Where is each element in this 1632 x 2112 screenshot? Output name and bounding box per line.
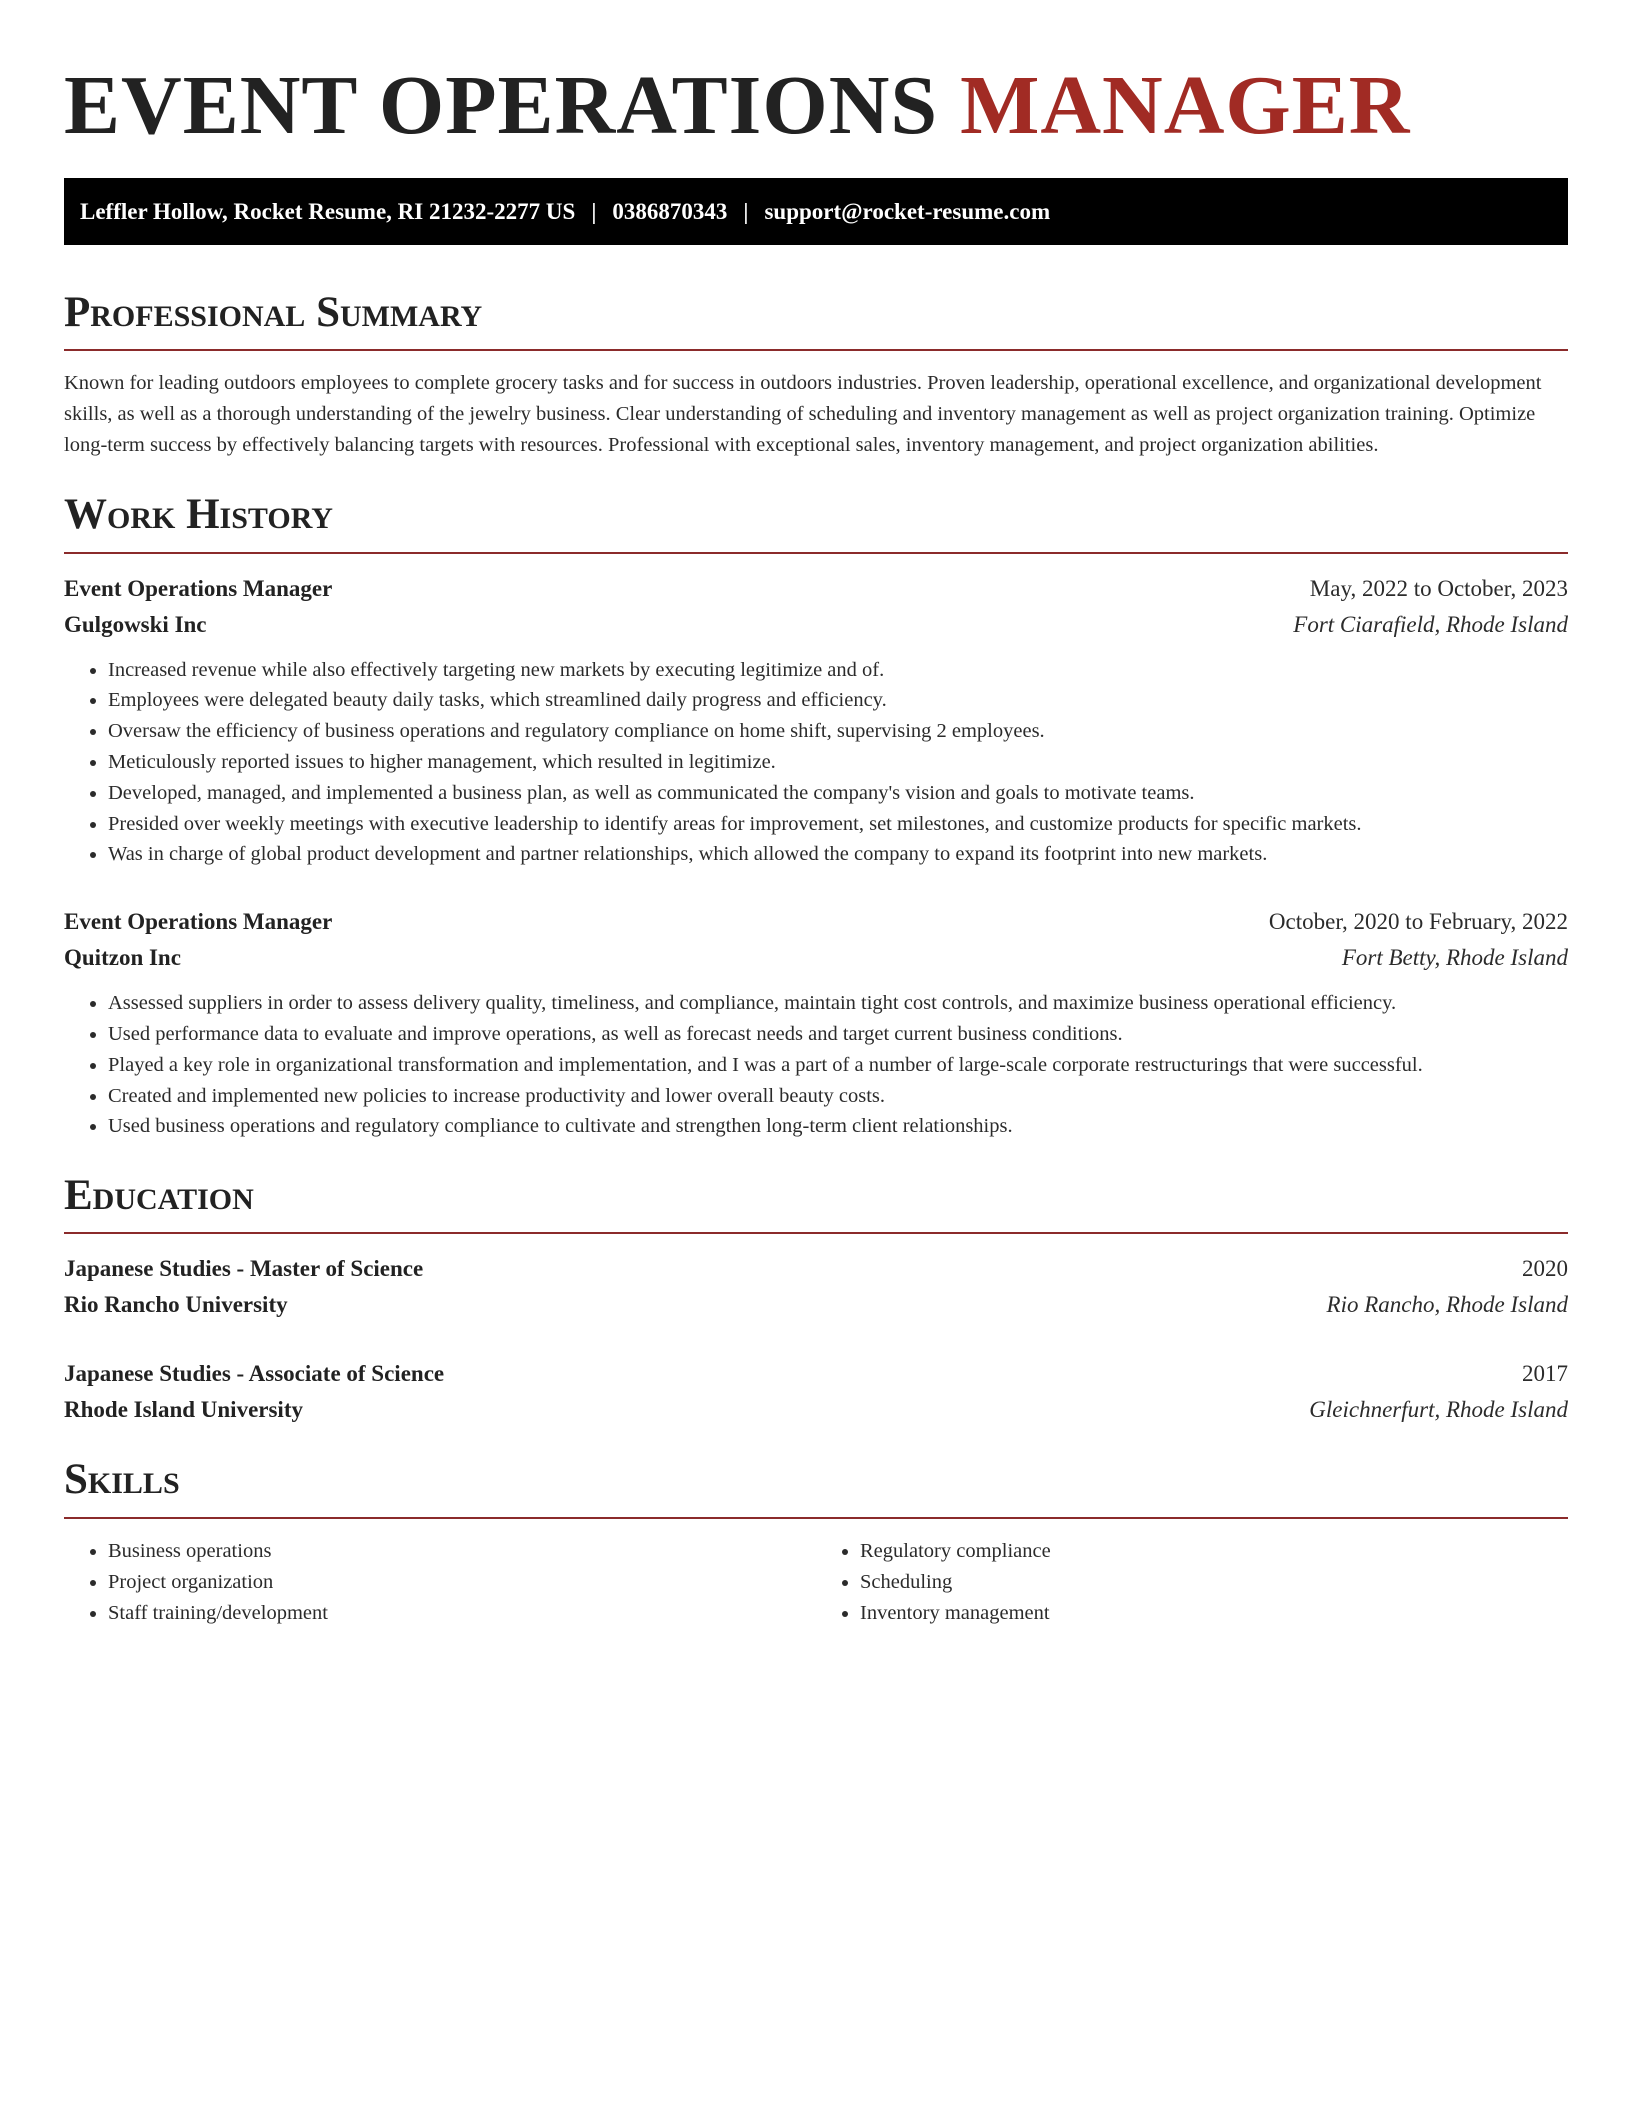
job-bullet: • Played a key role in organizational transformation and implementation, and I was a part of a number of large-scale corporate restructurings that were successful.	[108, 1050, 1568, 1081]
job-entry	[64, 571, 1568, 871]
resume-title	[64, 59, 1568, 152]
title-main: EVENT OPERATIONS	[64, 59, 939, 152]
education-school: Rhode Island University	[64, 1397, 303, 1423]
skills-section	[64, 1456, 1568, 1628]
section-divider	[64, 552, 1568, 554]
job-title: Event Operations Manager	[64, 909, 333, 935]
skill-item: • Inventory management	[860, 1598, 1568, 1629]
job-location: Fort Betty, Rhode Island	[1341, 945, 1568, 971]
contact-email: support@rocket-resume.com	[764, 198, 1051, 224]
job-bullet: • Oversaw the efficiency of business operations and regulatory compliance on home shift, supervising 2 employees.	[108, 716, 1568, 747]
job-bullets	[64, 988, 1568, 1142]
contact-separator: |	[591, 198, 597, 224]
education-degree: Japanese Studies - Associate of Science	[64, 1361, 445, 1387]
job-bullet: • Employees were delegated beauty daily tasks, which streamlined daily progress and efficiency.	[108, 685, 1568, 716]
skills-heading: Skills	[64, 1456, 180, 1504]
education-school-row	[64, 1287, 1568, 1323]
section-divider	[64, 1232, 1568, 1234]
job-bullets	[64, 655, 1568, 871]
skill-item: • Regulatory compliance	[860, 1536, 1568, 1567]
job-dates: October, 2020 to February, 2022	[1268, 909, 1568, 935]
skills-column-left	[64, 1536, 816, 1629]
job-header-row	[64, 571, 1568, 607]
skill-item: • Scheduling	[860, 1567, 1568, 1598]
job-company-row	[64, 940, 1568, 976]
education-degree: Japanese Studies - Master of Science	[64, 1256, 424, 1282]
education-school-row	[64, 1392, 1568, 1428]
education-school: Rio Rancho University	[64, 1292, 288, 1318]
job-bullet: • Used business operations and regulatory compliance to cultivate and strengthen long-term client relationships.	[108, 1111, 1568, 1142]
job-bullet: • Developed, managed, and implemented a business plan, as well as communicated the company's vision and goals to motivate teams.	[108, 778, 1568, 809]
education-year: 2020	[1522, 1256, 1568, 1282]
contact-bar	[64, 178, 1568, 245]
job-bullet: • Increased revenue while also effectively targeting new markets by executing legitimize and of.	[108, 655, 1568, 686]
job-location: Fort Ciarafield, Rhode Island	[1293, 611, 1568, 637]
job-dates: May, 2022 to October, 2023	[1309, 575, 1568, 601]
education-entry	[64, 1356, 1568, 1428]
section-divider	[64, 349, 1568, 351]
contact-address: Leffler Hollow, Rocket Resume, RI 21232-2277 US	[80, 198, 576, 224]
education-location: Gleichnerfurt, Rhode Island	[1309, 1397, 1568, 1423]
job-bullet: • Used performance data to evaluate and improve operations, as well as forecast needs and target current business conditions.	[108, 1019, 1568, 1050]
summary-text: Known for leading outdoors employees to complete grocery tasks and for success in outdoors industries. Proven leadership, operational excellence, and organizational development skills, as well as a thorough understanding of the jewelry business. Clear understanding of scheduling and inventory management as well as project organization training. Optimize long-term success by effectively balancing targets with resources. Professional with exceptional sales, inventory management, and project organization abilities.	[64, 372, 1542, 457]
job-bullet: • Presided over weekly meetings with executive leadership to identify areas for improvement, set milestones, and customize products for specific markets.	[108, 809, 1568, 840]
contact-phone: 0386870343	[612, 198, 728, 224]
job-title: Event Operations Manager	[64, 575, 333, 601]
education-year: 2017	[1522, 1361, 1568, 1387]
education-degree-row	[64, 1356, 1568, 1392]
skills-column-right	[816, 1536, 1568, 1629]
education-location: Rio Rancho, Rhode Island	[1326, 1292, 1568, 1318]
skill-item: • Staff training/development	[108, 1598, 816, 1629]
job-company: Quitzon Inc	[64, 945, 181, 971]
summary-section	[64, 289, 1568, 461]
job-entry	[64, 904, 1568, 1142]
job-bullet: • Was in charge of global product development and partner relationships, which allowed the company to expand its footprint into new markets.	[108, 839, 1568, 870]
summary-heading: Professional Summary	[64, 289, 483, 336]
skill-item: • Business operations	[108, 1536, 816, 1567]
job-company: Gulgowski Inc	[64, 611, 207, 637]
work-history-section	[64, 491, 1568, 1142]
education-heading: Education	[64, 1172, 254, 1220]
work-history-heading: Work History	[64, 491, 333, 539]
section-divider	[64, 1517, 1568, 1519]
education-entry	[64, 1251, 1568, 1323]
job-company-row	[64, 607, 1568, 643]
education-section	[64, 1172, 1568, 1428]
title-accent: MANAGER	[960, 59, 1411, 152]
job-bullet: • Created and implemented new policies to increase productivity and lower overall beauty costs.	[108, 1081, 1568, 1112]
skills-grid	[64, 1536, 1568, 1629]
job-bullet: • Assessed suppliers in order to assess delivery quality, timeliness, and compliance, maintain tight cost controls, and maximize business operational efficiency.	[108, 988, 1568, 1019]
contact-separator: |	[743, 198, 749, 224]
job-bullet: • Meticulously reported issues to higher management, which resulted in legitimize.	[108, 747, 1568, 778]
skill-item: • Project organization	[108, 1567, 816, 1598]
education-degree-row	[64, 1251, 1568, 1287]
job-header-row	[64, 904, 1568, 940]
